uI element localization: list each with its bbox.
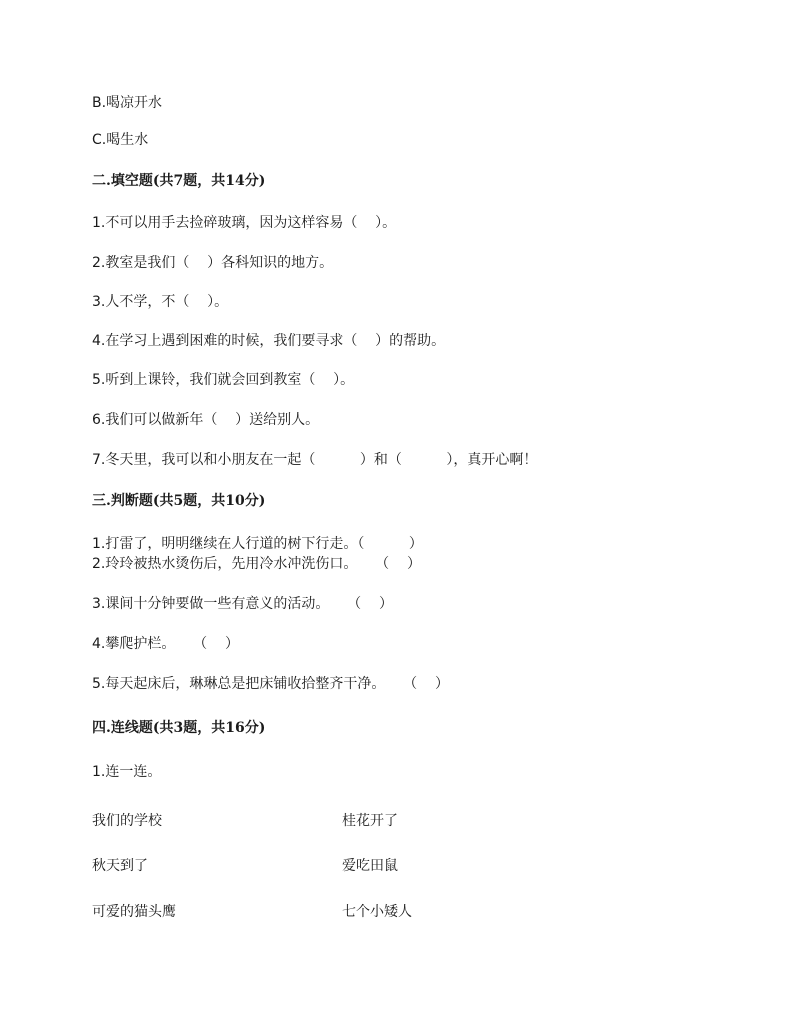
fill-blank-question: 3.人不学，不（ ）。 (92, 294, 229, 310)
fill-blank-question: 5.听到上课铃，我们就会回到教室（ ）。 (92, 372, 355, 388)
matching-right-item: 桂花开了 (342, 813, 398, 829)
true-false-question: 1.打雷了，明明继续在人行道的树下行走。（ ） (92, 536, 423, 552)
matching-right-item: 七个小矮人 (342, 904, 412, 920)
fill-blank-question: 7.冬天里，我可以和小朋友在一起（ ）和（ ），真开心啊！ (92, 452, 538, 468)
option-b: B.喝凉开水 (92, 95, 163, 111)
true-false-question: 2.玲玲被热水烫伤后，先用冷水冲洗伤口。 （ ） (92, 556, 421, 572)
fill-blank-question: 6.我们可以做新年（ ）送给别人。 (92, 412, 320, 428)
matching-question: 1.连一连。 (92, 764, 162, 780)
fill-blank-question: 1.不可以用手去捡碎玻璃，因为这样容易（ ）。 (92, 215, 397, 231)
fill-blank-question: 4.在学习上遇到困难的时候，我们要寻求（ ）的帮助。 (92, 333, 446, 349)
true-false-question: 5.每天起床后，琳琳总是把床铺收拾整齐干净。 （ ） (92, 676, 449, 692)
section-heading-true-false: 三.判断题(共5题，共10分) (92, 493, 266, 509)
section-heading-fill-blank: 二.填空题(共7题，共14分) (92, 173, 266, 189)
option-c: C.喝生水 (92, 132, 149, 148)
section-heading-matching: 四.连线题(共3题，共16分) (92, 720, 266, 736)
true-false-question: 3.课间十分钟要做一些有意义的活动。 （ ） (92, 596, 393, 612)
matching-left-item: 秋天到了 (92, 858, 148, 874)
true-false-question: 4.攀爬护栏。 （ ） (92, 636, 239, 652)
matching-left-item: 我们的学校 (92, 813, 162, 829)
fill-blank-question: 2.教室是我们（ ）各科知识的地方。 (92, 255, 334, 271)
matching-right-item: 爱吃田鼠 (342, 858, 398, 874)
matching-left-item: 可爱的猫头鹰 (92, 904, 176, 920)
